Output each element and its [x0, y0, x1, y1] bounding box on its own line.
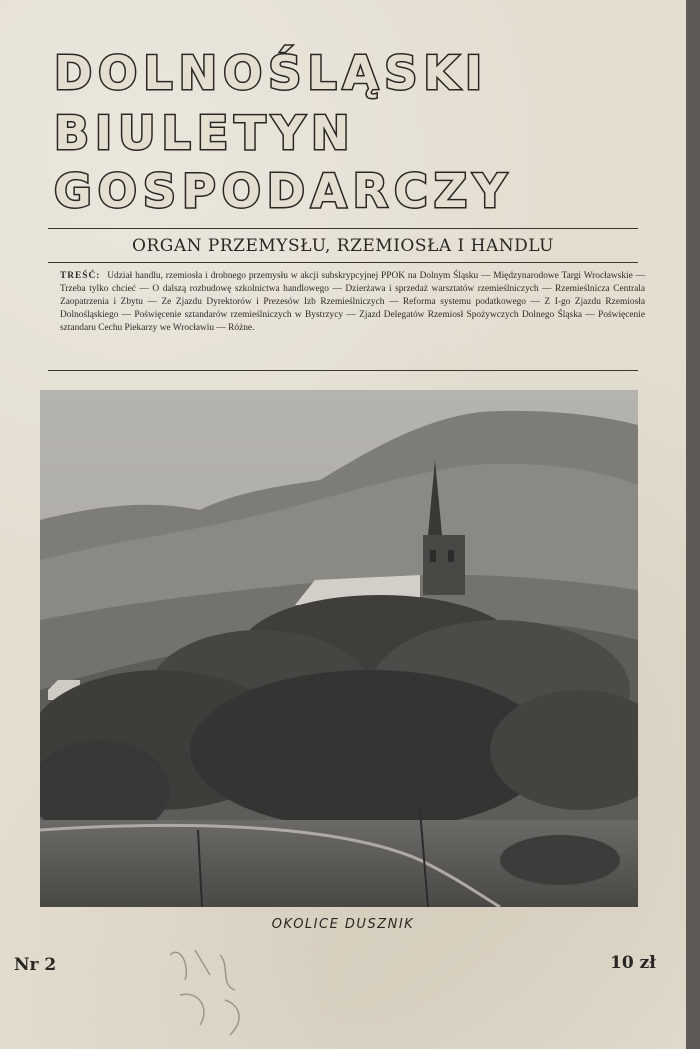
title-line-3: GOSPODARCZY — [54, 164, 513, 218]
contents-text: Udział handlu, rzemiosła i drobnego przemysłu w akcji subskrypcyjnej PPOK na Dolnym Śląsku — Międzynarodowe Targi Wrocławskie — Trzeba tylko chcieć — O dalszą rozbudowę szkolnictwa handlowego — Dzierżawa i sprzedaż warsztatów rzemieślniczych — Rzemieślnicza Centrala Zaopatrzenia i Zbytu — Ze Zjazdu Dyrektorów i Prezesów Izb Rzemieślniczych — Reforma systemu podatkowego — Z I-go Zjazdu Rzemiosła Dolnośląskiego — Poświęcenie sztandarów rzemieślniczych w Bystrzycy — Zjazd Delegatów Rzemiosł Spożywczych Dolnego Śląska — Poświęcenie sztandaru Cechu Piekarzy we Wrocławiu — Różne. — [60, 271, 645, 333]
contents-rule — [48, 370, 638, 371]
top-rule — [48, 228, 638, 229]
page-edge — [686, 0, 700, 1049]
subtitle-rule — [48, 262, 638, 263]
title-line-1: DOLNOŚLĄSKI — [54, 46, 489, 100]
price: 10 zł — [610, 953, 656, 973]
table-of-contents — [60, 270, 645, 335]
photo-image — [40, 390, 638, 907]
title-line-2: BIULETYN — [54, 106, 356, 160]
pencil-marks — [150, 935, 290, 1045]
photo-caption: OKOLICE DUSZNIK — [271, 917, 415, 932]
subtitle: ORGAN PRZEMYSŁU, RZEMIOSŁA I HANDLU — [132, 236, 554, 256]
contents-label: TREŚĆ: — [60, 271, 101, 281]
issue-number: Nr 2 — [14, 955, 57, 975]
landscape-photo — [40, 390, 638, 907]
